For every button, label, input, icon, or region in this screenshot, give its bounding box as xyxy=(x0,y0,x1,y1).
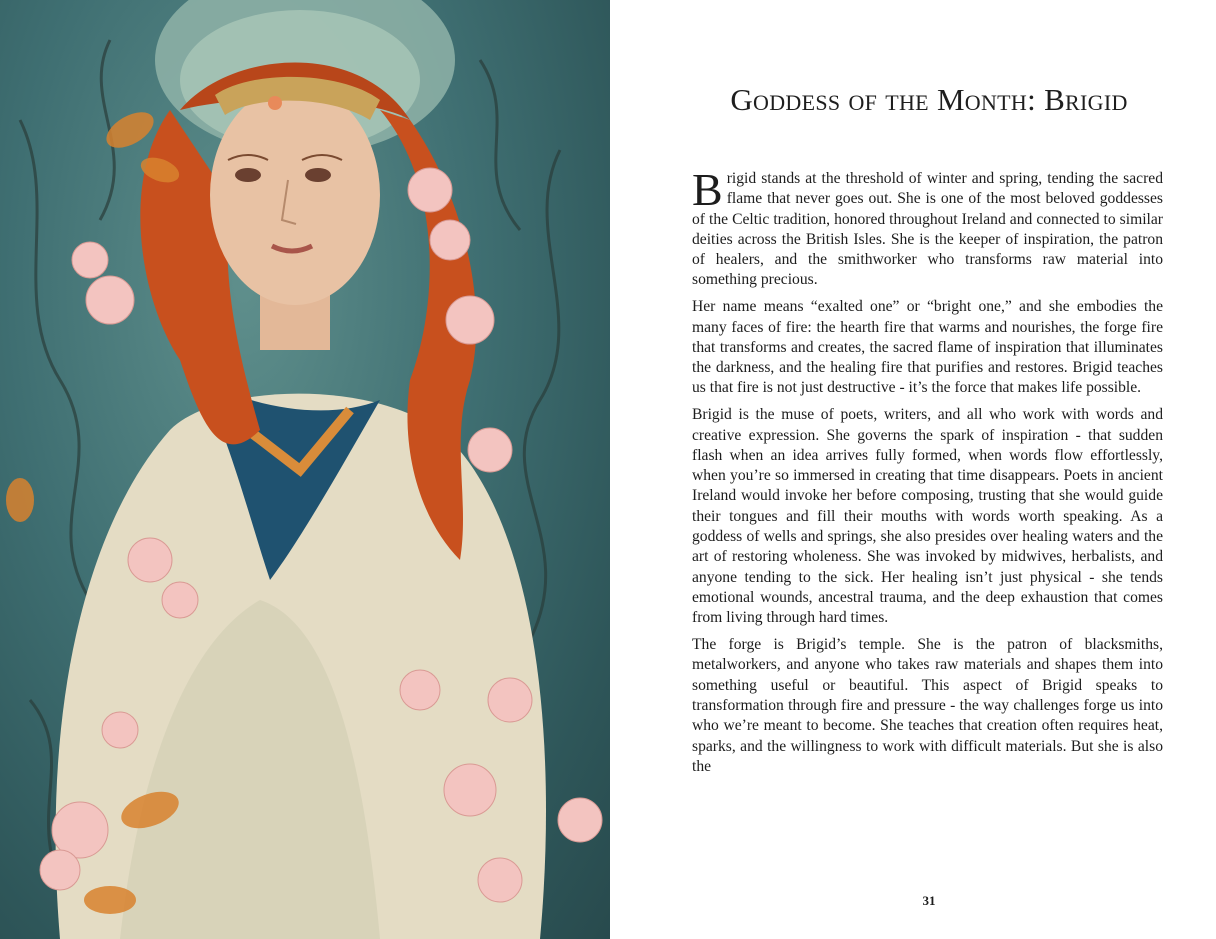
article-body xyxy=(692,164,1163,784)
drop-cap: B xyxy=(692,164,723,215)
paragraph: Her name means “exalted one” or “bright one,” and she embodies the many faces of fire: the hearth fire that warms and nourishes, the forge fire that transforms and creates, the sacred flame of inspiration that illuminates the darkness, and the healing fire that purifies and restores. Brigid teaches us that fire is not just destructive - it’s the force that makes life possible. xyxy=(692,298,1163,397)
paragraph: The forge is Brigid’s temple. She is the patron of blacksmiths, metalworkers, and anyone who takes raw materials and shapes them into something useful or beautiful. This aspect of Brigid speaks to transformation through fire and pressure - the way challenges forge us into who we’re meant to become. She teaches that creation often requires heat, sparks, and the willingness to work with difficult materials. But she is also the xyxy=(692,636,1163,775)
text-page xyxy=(610,0,1216,939)
page-title: Goddess of the Month: Brigid xyxy=(730,82,1128,117)
page-number: 31 xyxy=(922,893,936,908)
paragraph xyxy=(692,164,1163,291)
face xyxy=(210,85,380,305)
paragraph: Brigid is the muse of poets, writers, and all who work with words and creative expression. She governs the spark of inspiration - that sudden flash when an idea arrives fully formed, when words flow effortlessly, when you’re so immersed in creating that time disappears. Poets in ancient Ireland would invoke her before composing, trusting that she would guide their tongues and fill their mouths with words worth speaking. As a goddess of wells and springs, she also presides over healing waters and the art of restoring wholeness. She was invoked by midwives, herbalists, and anyone tending to the sick. Her healing isn’t just physical - she tends emotional wounds, ancestral trauma, and the deep exhaustion that comes from living through hard times. xyxy=(692,406,1163,627)
paragraph-text: rigid stands at the threshold of winter and spring, tending the sacred flame that never goes out. She is one of the most beloved goddesses of the Celtic tradition, honored throughout Ireland and connected to similar deities across the British Isles. She is the keeper of inspiration, the patron of healers, and the smithworker who transforms raw material into something precious. xyxy=(692,170,1163,289)
